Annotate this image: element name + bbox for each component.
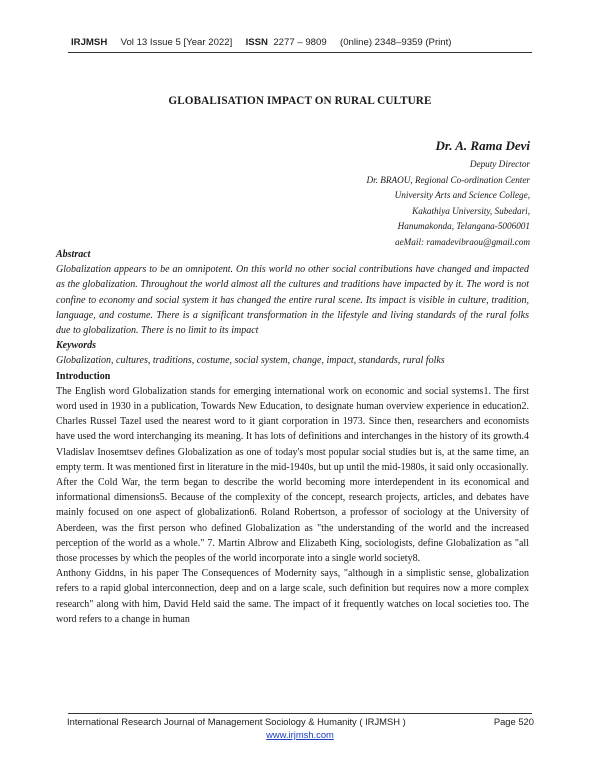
- website-link[interactable]: www.irjmsh.com: [266, 729, 334, 740]
- author-email[interactable]: aeMail: ramadevibraou@gmail.com: [394, 236, 530, 247]
- affiliation-line: Kakathiya University, Subedari,: [412, 205, 530, 216]
- issn-online: 2277 – 9809: [273, 37, 327, 48]
- affiliation-line: University Arts and Science College,: [394, 190, 530, 200]
- author-block: [367, 138, 531, 250]
- header-divider: [68, 52, 532, 53]
- body-paragraph: The English word Globalization stands for emerging international work on economic and social systems1. The first word used in 1930 in a publication, Towards New Education, to designate human overview experience in education2. Charles Russel Tazel used the nearest word to it giant corporation in 1973. Since then, researchers and economists have used the word interchanging its meaning. It has lots of definitions and interchanges in the history of its growth.4 Vladislav Inosemtsev defines Globalization as one of today's most popular social studies but is, at the same time, an empty term. It was mentioned first in literature in the mid-1940s, but up until the mid-1980s, it said only occasionally.: [56, 385, 529, 473]
- journal-full-name: International Research Journal of Management Sociology & Humanity ( IRJMSH ): [67, 716, 406, 727]
- issn-print: (0nline) 2348–9359 (Print): [340, 37, 452, 48]
- keywords-heading: Keywords: [56, 340, 96, 352]
- affiliation-line: Dr. BRAOU, Regional Co-ordination Center: [366, 174, 530, 185]
- body-paragraph: Anthony Giddns, in his paper The Consequences of Modernity says, "although in a simplistic sense, globalization refers to a rapid global interconnection, deep and on a large scale, such definition but requires now a more complex research" along with him, David Held said the same. The impact of it frequently watches on local societies too. The word refers to a change in human: [56, 568, 529, 625]
- journal-abbreviation: IRJMSH: [71, 37, 108, 48]
- footer-divider: [68, 713, 532, 714]
- introduction-heading: Introduction: [56, 370, 111, 382]
- keywords-text: Globalization, cultures, traditions, costume, social system, change, impact, standards, rural folks: [56, 355, 445, 367]
- running-header: [71, 37, 451, 48]
- volume-info: Vol 13 Issue 5 [Year 2022]: [120, 37, 233, 48]
- affiliation-line: Deputy Director: [469, 159, 530, 169]
- running-footer: [67, 716, 534, 727]
- abstract-text: Globalization appears to be an omnipotent. On this world no other social contributions have changed and impacted as the globalization. Throughout the world almost all the cultures and traditions have impacted by it. The word is not confine to economy and social system it has changed the entire rural scene. Its impact is visible in culture, tradition, language, and costume. There is a significant transformation in the lifestyle and living standards of the rural folks due to globalization. There is no limit to its impact: [56, 264, 529, 337]
- article-title: GLOBALISATION IMPACT ON RURAL CULTURE: [168, 95, 432, 107]
- issn-label: ISSN: [245, 37, 268, 48]
- affiliation-line: Hanumakonda, Telangana-5006001: [397, 221, 530, 231]
- body-paragraph: After the Cold War, the term began to describe the world becoming more interdependent in its economical and informational dimensions5. Because of the complexity of the concept, research projects, articles, and debates have mainly focused on one aspect of globalization6. Roland Robertson, a professor of sociology at the University of Aberdeen, was the first person who defined Globalization as "the understanding of the world and the increased perception of the world as a whole." 7. Martin Albrow and Elizabeth King, sociologists, define Globalization as "all those processes by which the peoples of the world incorporate into a single world society8.: [56, 477, 529, 565]
- article-body: [56, 247, 529, 627]
- abstract-heading: Abstract: [56, 249, 91, 260]
- page-number: Page 520: [493, 716, 534, 727]
- author-name: Dr. A. Rama Devi: [435, 138, 530, 153]
